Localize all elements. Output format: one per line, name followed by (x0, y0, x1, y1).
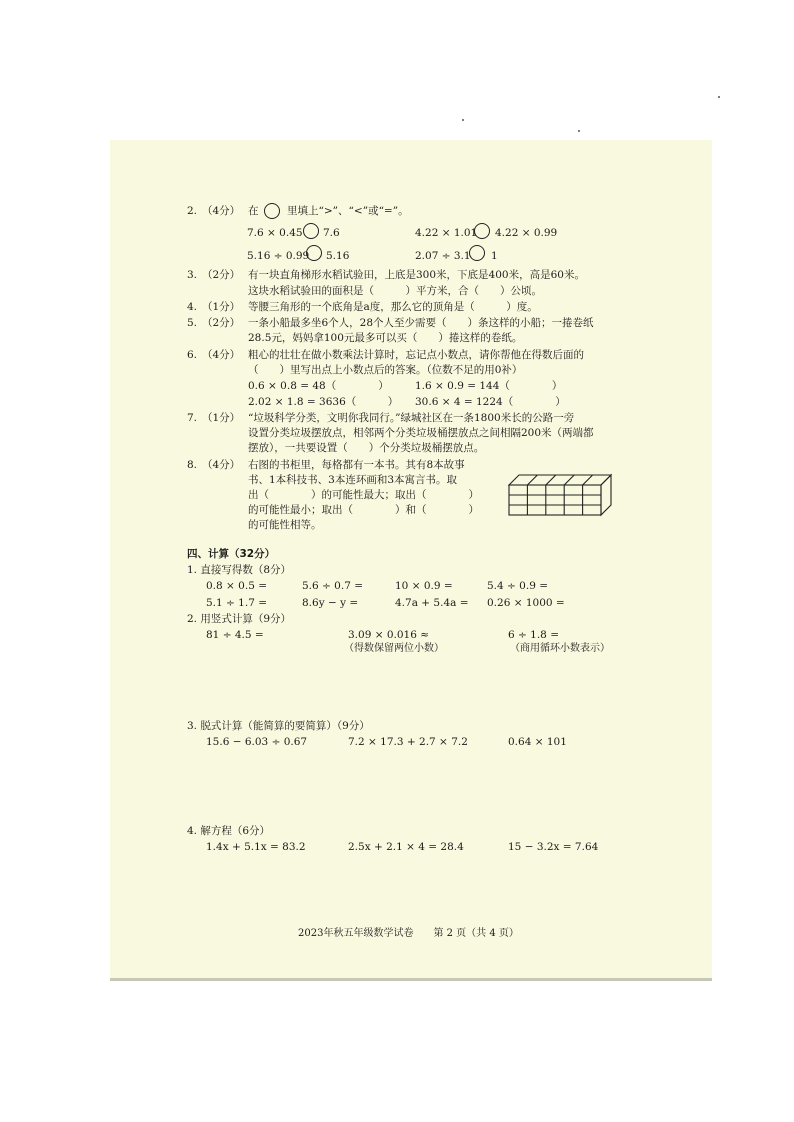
q2-item-1-right: 7.6 (323, 227, 340, 239)
blank-circle-icon (469, 245, 485, 261)
q8-line-4: 的可能性最小；取出（ ）和（ ） (248, 504, 479, 516)
q8-line-5: 的可能性相等。 (248, 519, 322, 531)
blank-circle-icon (474, 223, 490, 239)
q2-item-2-left: 4.22 × 1.01 (415, 227, 478, 239)
q2-prompt-post: 里填上“>”、“<”或“=”。 (287, 205, 409, 217)
blank-circle-icon (264, 203, 280, 219)
calc-item: 10 × 0.9 = (395, 580, 453, 592)
q6-points: （4分） (202, 349, 241, 361)
q7-points: （1分） (202, 412, 241, 424)
q8-points: （4分） (202, 459, 241, 471)
scan-speck (462, 119, 464, 121)
q3-line-1: 有一块直角梯形水稻试验田，上底是300米，下底是400米，高是60米。 (248, 269, 585, 281)
q7-number: 7. (187, 412, 198, 424)
blank-circle-icon (306, 245, 322, 261)
q6-item-4: 30.6 × 4 = 1224（ ） (415, 396, 566, 408)
scan-speck (718, 96, 720, 98)
vertical-calc-item: 6 ÷ 1.8 = (508, 629, 559, 641)
q2-points: （4分） (202, 205, 241, 217)
part-3-title: 3. 脱式计算（能简算的要简算）（9分） (187, 720, 370, 732)
q8-line-2: 书、1本科技书、3本连环画和3本寓言书。取 (248, 474, 458, 486)
q2-item-4-left: 2.07 ÷ 3.1 (415, 250, 471, 262)
q7-line-3: 摆放），一共要设置（ ）个分类垃圾桶摆放点。 (248, 442, 485, 454)
bookshelf-side (601, 475, 611, 515)
calc-item: 8.6y − y = (302, 597, 359, 609)
calc-item: 4.7a + 5.4a = (395, 597, 469, 609)
q3-points: （2分） (202, 269, 241, 281)
equation-item: 1.4x + 5.1x = 83.2 (206, 841, 306, 853)
calc-item: 5.4 ÷ 0.9 = (487, 580, 549, 592)
calc-item: 0.8 × 0.5 = (206, 580, 268, 592)
calc-item: 5.6 ÷ 0.7 = (302, 580, 364, 592)
q5-points: （2分） (202, 317, 241, 329)
q2-item-4-right: 1 (491, 250, 498, 262)
equation-item: 15 − 3.2x = 7.64 (508, 841, 599, 853)
part-2-title: 2. 用竖式计算（9分） (187, 613, 292, 625)
stepwise-calc-item: 0.64 × 101 (508, 736, 567, 748)
bookshelf-top (509, 475, 611, 485)
q6-line-2: （ ）里写出点上小数点后的答案。（位数不足的用0补） (248, 364, 523, 376)
q7-line-1: “垃圾科学分类，文明你我同行。”绿城社区在一条1800米长的公路一旁 (248, 412, 575, 424)
q4-points: （1分） (202, 301, 241, 313)
q2-prompt-pre: 在 (248, 205, 259, 217)
section-4-title: 四、计算（32分） (187, 548, 276, 560)
page-footer: 2023年秋五年级数学试卷 第 2 页（共 4 页） (298, 928, 519, 939)
q6-item-3: 2.02 × 1.8 = 3636（ ） (248, 396, 399, 408)
q4-line-1: 等腰三角形的一个底角是a度，那么它的顶角是（ ）度。 (248, 301, 538, 313)
q5-line-2: 28.5元，妈妈拿100元最多可以买（ ）捲这样的卷纸。 (248, 332, 523, 344)
repeating-decimal-note: （商用循环小数表示） (510, 643, 610, 654)
vertical-calc-item: 81 ÷ 4.5 = (206, 629, 264, 641)
q5-line-1: 一条小船最多坐6个人，28个人至少需要（ ）条这样的小船；一捲卷纸 (248, 317, 594, 329)
q8-line-1: 右图的书柜里，每格都有一本书。其有8本故事 (248, 459, 465, 471)
bookshelf-front (509, 485, 601, 515)
q2-item-3-left: 5.16 ÷ 0.99 (247, 250, 310, 262)
q6-number: 6. (187, 349, 198, 361)
q4-number: 4. (187, 301, 198, 313)
q6-item-1: 0.6 × 0.8 = 48（ ） (248, 380, 389, 392)
q2-number: 2. (187, 205, 198, 217)
part-4-title: 4. 解方程（6分） (187, 825, 271, 837)
calc-item: 0.26 × 1000 = (487, 597, 565, 609)
q7-line-2: 设置分类垃圾摆放点，相邻两个分类垃圾桶摆放点之间相隔200米（两端都 (248, 427, 594, 439)
part-1-title: 1. 直接写得数（8分） (187, 564, 292, 576)
equation-item: 2.5x + 2.1 × 4 = 28.4 (348, 841, 464, 853)
vertical-calc-item: 3.09 × 0.016 ≈ (348, 629, 430, 641)
q6-item-2: 1.6 × 0.9 = 144（ ） (415, 380, 563, 392)
blank-circle-icon (303, 223, 319, 239)
stepwise-calc-item: 15.6 − 6.03 ÷ 0.67 (206, 736, 308, 748)
bookshelf-figure (507, 473, 613, 517)
q3-line-2: 这块水稻试验田的面积是（ ）平方米，合（ ）公顷。 (248, 285, 542, 297)
q2-item-2-right: 4.22 × 0.99 (495, 227, 558, 239)
stepwise-calc-item: 7.2 × 17.3 + 2.7 × 7.2 (348, 736, 468, 748)
q5-number: 5. (187, 317, 198, 329)
rounding-note: （得数保留两位小数） (344, 643, 444, 654)
q2-item-1-left: 7.6 × 0.45 (247, 227, 303, 239)
paper-shadow-edge (110, 978, 712, 981)
q8-line-3: 出（ ）的可能性最大；取出（ ） (248, 489, 479, 501)
q6-line-1: 粗心的壮壮在做小数乘法计算时，忘记点小数点，请你帮他在得数后面的 (248, 349, 584, 361)
q2-item-3-right: 5.16 (326, 250, 350, 262)
scan-speck (578, 130, 580, 132)
q8-number: 8. (187, 459, 198, 471)
q3-number: 3. (187, 269, 198, 281)
calc-item: 5.1 ÷ 1.7 = (206, 597, 268, 609)
